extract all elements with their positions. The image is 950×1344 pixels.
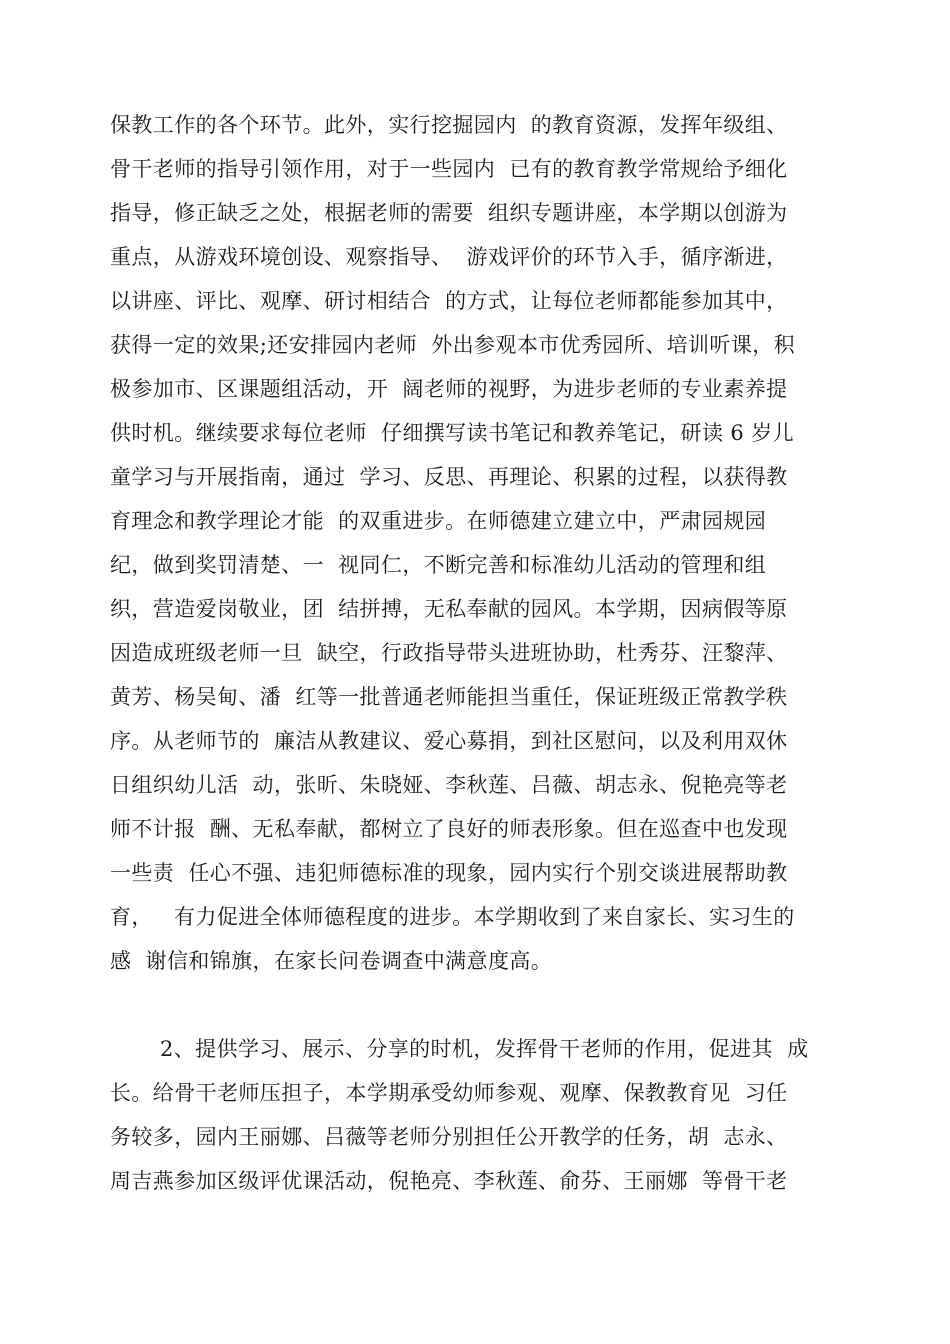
paragraph-1-line: 序。从老师节的 廉洁从教建议、爱心募捐，到社区慰问，以及利用双休	[110, 729, 788, 753]
paragraph-1-line: 骨干老师的指导引领作用，对于一些园内 已有的教育教学常规给予细化	[110, 157, 788, 181]
paragraph-1-line: 师不计报 酬、无私奉献，都树立了良好的师表形象。但在巡查中也发现	[110, 817, 788, 841]
paragraph-1-line: 童学习与开展指南，通过 学习、反思、再理论、积累的过程，以获得教	[110, 465, 788, 489]
paragraph-1-line: 黄芳、杨吴甸、潘 红等一批普通老师能担当重任，保证班级正常教学秩	[110, 685, 788, 709]
paragraph-1-line: 感 谢信和锦旗，在家长问卷调查中满意度高。	[110, 949, 553, 973]
paragraph-1-line: 因造成班级老师一旦 缺空，行政指导带头进班协助，杜秀芬、汪黎萍、	[110, 641, 788, 665]
paragraph-1-line: 以讲座、评比、观摩、研讨相结合 的方式，让每位老师都能参加其中，	[110, 289, 788, 313]
paragraph-1-line: 育理念和教学理论才能 的双重进步。在师德建立建立中，严肃园规园	[110, 509, 767, 533]
paragraph-1-line: 育， 有力促进全体师德程度的进步。本学期收到了来自家长、实习生的	[110, 905, 795, 929]
paragraph-2-line: 2、提供学习、展示、分享的时机，发挥骨干老师的作用，促进其 成	[160, 1037, 809, 1061]
paragraph-2-line: 周吉燕参加区级评优课活动，倪艳亮、李秋莲、俞芬、王丽娜 等骨干老	[110, 1169, 788, 1193]
paragraph-2-line: 务较多，园内王丽娜、吕薇等老师分别担任公开教学的任务，胡 志永、	[110, 1125, 788, 1149]
paragraph-2	[110, 1034, 850, 1214]
paragraph-1-line: 纪，做到奖罚清楚、一 视同仁，不断完善和标准幼儿活动的管理和组	[110, 553, 767, 577]
paragraph-1-line: 供时机。继续要求每位老师 仔细撰写读书笔记和教养笔记，研读 6 岁儿	[110, 421, 795, 445]
paragraph-1-line: 极参加市、区课题组活动，开 阔老师的视野，为进步老师的专业素养提	[110, 377, 788, 401]
paragraph-1-line: 指导，修正缺乏之处，根据老师的需要 组织专题讲座，本学期以创游为	[110, 201, 788, 225]
paragraph-2-line: 长。给骨干老师压担子，本学期承受幼师参观、观摩、保教教育见 习任	[110, 1081, 788, 1105]
paragraph-1	[110, 110, 850, 1010]
paragraph-1-line: 织，营造爱岗敬业，团 结拼搏，无私奉献的园风。本学期，因病假等原	[110, 597, 788, 621]
paragraph-1-line: 重点，从游戏环境创设、观察指导、 游戏评价的环节入手，循序渐进，	[110, 245, 788, 269]
paragraph-1-line: 日组织幼儿活 动，张昕、朱晓娅、李秋莲、吕薇、胡志永、倪艳亮等老	[110, 773, 788, 797]
paragraph-1-line: 获得一定的效果;还安排园内老师 外出参观本市优秀园所、培训听课，积	[110, 333, 796, 357]
paragraph-1-line: 一些责 任心不强、违犯师德标准的现象，园内实行个别交谈进展帮助教	[110, 861, 788, 885]
paragraph-1-line: 保教工作的各个环节。此外，实行挖掘园内 的教育资源，发挥年级组、	[110, 113, 788, 137]
